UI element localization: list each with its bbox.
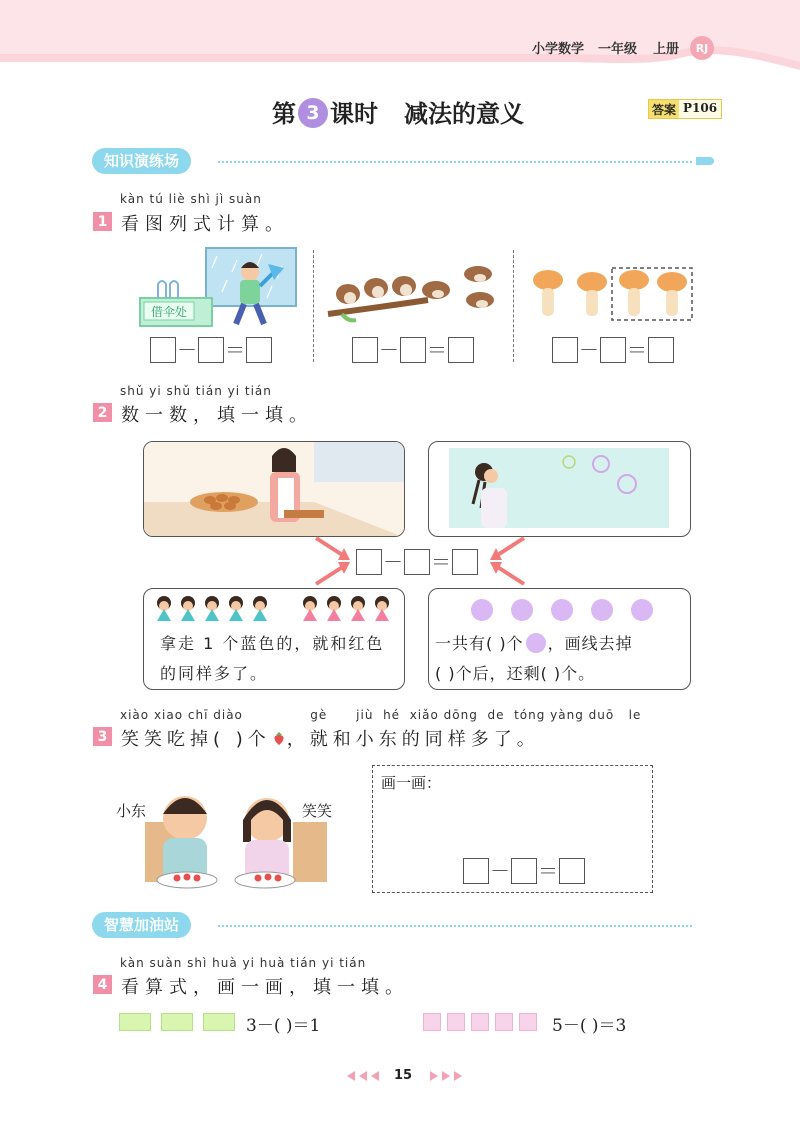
- pink-square: [423, 1013, 441, 1031]
- q4-pinyin: kàn suàn shì huà yi huà tián yi tián: [120, 956, 367, 970]
- q1-divider-2: [513, 250, 514, 362]
- q4-equation-right: 5－( )＝3: [552, 1016, 627, 1036]
- green-square: [161, 1013, 193, 1031]
- equals-sign: ＝: [627, 338, 647, 362]
- answer-box[interactable]: [352, 337, 378, 363]
- q2-panel-baking: [143, 441, 405, 537]
- purple-circle-icon: [526, 633, 546, 653]
- answer-box[interactable]: [648, 337, 674, 363]
- header-subject: 小学数学: [532, 42, 585, 57]
- q4-number: 4: [93, 975, 112, 994]
- equals-sign: ＝: [225, 338, 245, 362]
- answer-box[interactable]: [559, 858, 585, 884]
- q2-right-text-1: 一共有( )个: [435, 634, 524, 653]
- purple-circle: [591, 599, 613, 621]
- q2-text: 数一数，填一填。: [121, 405, 313, 426]
- q2-pinyin: shǔ yi shǔ tián yi tián: [120, 384, 272, 398]
- q3-equation: [463, 858, 585, 884]
- q3-text-b: ，就和小东的同样多了。: [286, 729, 540, 750]
- strawberry-icon: [271, 730, 287, 746]
- q2-panel-bubbles: [428, 441, 691, 537]
- minus-sign: －: [379, 338, 399, 362]
- q1-equation-3: [552, 337, 674, 363]
- header-band: [0, 0, 800, 75]
- title-prefix: 第: [272, 100, 296, 128]
- answer-box[interactable]: [511, 858, 537, 884]
- purple-circle: [471, 599, 493, 621]
- q2-left-text-1: 拿走 1 个蓝色的，就和红色: [160, 634, 385, 653]
- green-square: [203, 1013, 235, 1031]
- q3-pinyin: xiào xiao chī diào gè jiù hé xiǎo dōng de tóng yàng duō le: [120, 708, 642, 722]
- umbrella-scene-illustration: [132, 246, 302, 336]
- answer-box[interactable]: [356, 549, 382, 575]
- q2-right-text-2: ( )个后，还剩( )个。: [435, 664, 596, 683]
- green-squares: [119, 1013, 235, 1031]
- answer-box[interactable]: [463, 858, 489, 884]
- answer-box[interactable]: [198, 337, 224, 363]
- sparrows-illustration: [324, 256, 504, 328]
- minus-sign: －: [490, 859, 510, 883]
- right-arrows-icon: [424, 1070, 464, 1082]
- q1-equation-1: [150, 337, 272, 363]
- purple-circles: [471, 599, 653, 621]
- q2-left-text-2: 的同样多了。: [160, 664, 269, 683]
- header-volume: 上册: [653, 42, 680, 57]
- q3-text: [121, 725, 540, 751]
- purple-circle: [631, 599, 653, 621]
- purple-circle: [511, 599, 533, 621]
- answer-box[interactable]: [600, 337, 626, 363]
- q3-draw-area[interactable]: [372, 765, 653, 893]
- children-eating-illustration: [115, 772, 355, 894]
- pink-square: [519, 1013, 537, 1031]
- q1-text: 看图列式计算。: [121, 214, 289, 235]
- answer-box[interactable]: [246, 337, 272, 363]
- pink-square: [471, 1013, 489, 1031]
- q1-number: 1: [93, 212, 112, 231]
- answer-page: P106: [679, 100, 721, 118]
- purple-circle: [551, 599, 573, 621]
- q1-divider-1: [313, 250, 314, 362]
- equals-sign: ＝: [431, 550, 451, 574]
- mushrooms-illustration: [530, 262, 700, 322]
- minus-sign: －: [383, 550, 403, 574]
- pink-squares: [423, 1013, 537, 1031]
- equals-sign: ＝: [538, 859, 558, 883]
- pencil-icon: [696, 157, 714, 165]
- umbrella-desk-sign: 借伞处: [150, 305, 188, 319]
- pink-square: [495, 1013, 513, 1031]
- section-divider: [218, 925, 692, 927]
- page-number: 15: [394, 1068, 413, 1083]
- q3-text-a: 笑笑吃掉( )个: [121, 729, 271, 750]
- green-square: [119, 1013, 151, 1031]
- baking-mother-illustration: [144, 442, 405, 537]
- answer-box[interactable]: [150, 337, 176, 363]
- section-wisdom-pill: 智慧加油站: [92, 912, 191, 938]
- q2-equation: [356, 549, 478, 575]
- equals-sign: ＝: [427, 338, 447, 362]
- page-title: [272, 94, 524, 129]
- q2-right-line-1: [435, 631, 633, 654]
- section-divider: [218, 161, 692, 163]
- lesson-number-badge: 3: [298, 98, 328, 128]
- minus-sign: －: [177, 338, 197, 362]
- draw-label: 画一画：: [381, 774, 442, 792]
- answer-reference: [648, 99, 722, 119]
- dolls-icon: [150, 595, 398, 623]
- title-suffix: 课时: [330, 100, 378, 128]
- answer-box[interactable]: [448, 337, 474, 363]
- minus-sign: －: [579, 338, 599, 362]
- answer-box[interactable]: [404, 549, 430, 575]
- answer-box[interactable]: [452, 549, 478, 575]
- q4-text: 看算式，画一画，填一填。: [121, 977, 409, 998]
- q1-equation-2: [352, 337, 474, 363]
- lesson-name: 减法的意义: [404, 100, 524, 128]
- q2-right-text-1b: ，画线去掉: [547, 634, 633, 653]
- answer-box[interactable]: [400, 337, 426, 363]
- pink-square: [447, 1013, 465, 1031]
- edition-badge: RJ: [690, 36, 714, 60]
- left-arrows-icon: [345, 1070, 385, 1082]
- answer-box[interactable]: [552, 337, 578, 363]
- answer-label: 答案: [649, 100, 679, 118]
- section-practice-pill: 知识演练场: [92, 148, 191, 174]
- q4-equation-left: 3－( )＝1: [246, 1016, 321, 1036]
- q1-pinyin: kàn tú liè shì jì suàn: [120, 192, 262, 206]
- q2-panel-circles: [428, 588, 691, 690]
- girl-name-label: 笑笑: [302, 802, 333, 820]
- q2-number: 2: [93, 403, 112, 422]
- q3-number: 3: [93, 727, 112, 746]
- bubble-girl-illustration: [429, 442, 691, 537]
- boy-name-label: 小东: [116, 802, 147, 820]
- header-grade: 一年级: [598, 42, 638, 57]
- q2-panel-dolls: [143, 588, 405, 690]
